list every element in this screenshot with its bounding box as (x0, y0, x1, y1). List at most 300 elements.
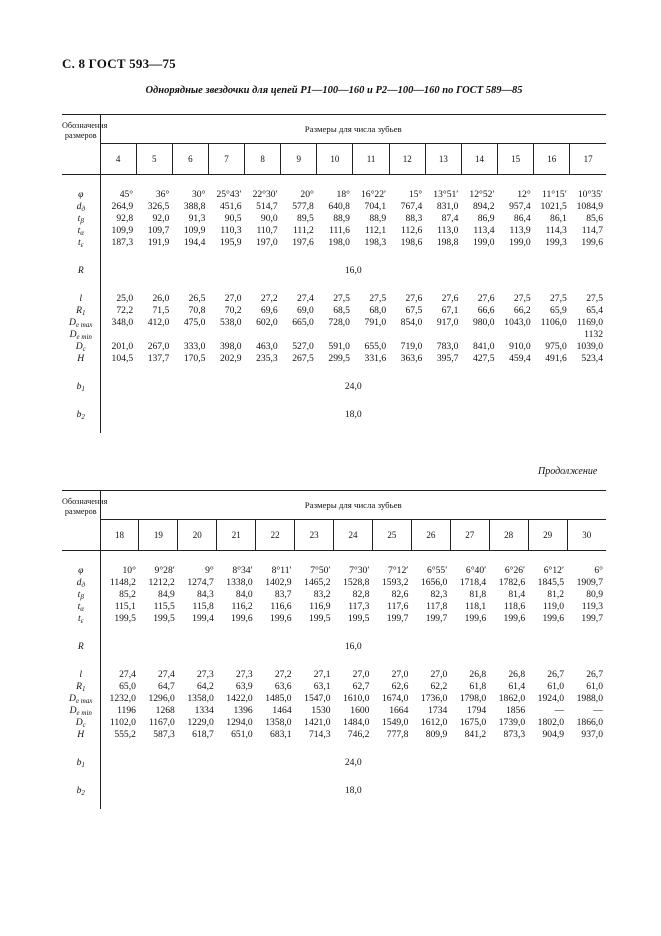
table-cell: 1600 (350, 705, 370, 716)
row-label: $t_\alpha$ (62, 601, 100, 613)
table-cell: 80,9 (586, 589, 603, 600)
table-cell: 199,6 (270, 613, 292, 624)
table-cell: 27,0 (352, 669, 370, 680)
table-cell: 618,7 (192, 729, 214, 740)
table-cell: 363,6 (400, 353, 423, 364)
table-cell: 69,6 (260, 305, 278, 316)
table-cell: 904,9 (542, 729, 565, 740)
table-cell: 1296,0 (148, 693, 175, 704)
table-cell: 187,3 (111, 237, 134, 248)
table-cell: 538,0 (219, 317, 242, 328)
table-cell: 65,4 (586, 305, 603, 316)
table-row (62, 213, 606, 225)
table-cell: 112,6 (401, 225, 423, 236)
table-cell: 395,7 (436, 353, 459, 364)
teeth-count: 15 (498, 144, 534, 175)
teeth-count: 22 (256, 520, 295, 551)
table-cell: 110,7 (256, 225, 278, 236)
table-cell: 1782,6 (498, 577, 526, 588)
table-cell: 27,2 (274, 669, 292, 680)
data-table (62, 490, 606, 809)
table-cell: 85,2 (119, 589, 136, 600)
table-cell: 61,8 (469, 681, 487, 692)
table-cell: 64,7 (158, 681, 175, 692)
teeth-count: 10 (317, 144, 353, 175)
table-cell: 746,2 (347, 729, 370, 740)
table-cell: 1196 (117, 705, 136, 716)
table-cell: 115,5 (153, 601, 175, 612)
table-cell: 1845,5 (537, 577, 565, 588)
table-cell: 65,9 (550, 305, 567, 316)
teeth-count: 30 (567, 520, 606, 551)
table-cell: 84,9 (158, 589, 175, 600)
table-cell: 1794 (467, 705, 487, 716)
table-cell: 66,2 (513, 305, 531, 316)
table-cell: 69,0 (297, 305, 314, 316)
table-cell: 70,8 (188, 305, 206, 316)
table-row (62, 613, 606, 625)
table-cell: 199,4 (192, 613, 214, 624)
table-cell: — (554, 705, 565, 716)
table-cell: 6°12′ (543, 565, 565, 576)
table-cell: 20° (300, 189, 314, 200)
row-label: $b_1$ (62, 757, 100, 769)
table-cell: 116,9 (309, 601, 331, 612)
table-cell: 111,2 (292, 225, 314, 236)
table-cell: 24,0 (344, 381, 362, 392)
table-cell: 398,0 (219, 341, 242, 352)
table-cell: 27,3 (196, 669, 214, 680)
row-label: H (62, 353, 100, 365)
table-cell: 783,0 (436, 341, 459, 352)
designation-header: Обозначения размеров (62, 115, 100, 175)
table-cell: 27,6 (477, 293, 495, 304)
table-cell: 27,5 (369, 293, 387, 304)
table-cell: 88,9 (369, 213, 387, 224)
table-cell: 36° (155, 189, 170, 200)
table-cell: 118,6 (503, 601, 526, 612)
table-cell: 331,6 (364, 353, 387, 364)
table-cell: 12° (517, 189, 531, 200)
table-cell: 22°30′ (252, 189, 278, 200)
table-cell: 267,0 (147, 341, 170, 352)
table-cell: 591,0 (328, 341, 350, 352)
row-label: l (62, 669, 100, 681)
row-label: R (62, 265, 100, 277)
table-row (62, 705, 606, 717)
row-label: $b_1$ (62, 381, 100, 393)
table-cell: 1856 (505, 705, 526, 716)
table-cell: 84,0 (235, 589, 253, 600)
table-cell: 71,5 (152, 305, 170, 316)
table-cell: 719,0 (400, 341, 423, 352)
table-cell: 86,4 (513, 213, 531, 224)
table-cell: 9° (205, 565, 214, 576)
table-cell: 199,5 (308, 613, 331, 624)
table-cell: 1268 (155, 705, 175, 716)
table-cell: 199,7 (386, 613, 409, 624)
table-cell: 84,3 (196, 589, 214, 600)
table-row (62, 409, 606, 421)
table-cell: 527,0 (292, 341, 314, 352)
table-cell: 67,5 (405, 305, 423, 316)
table-cell: 199,6 (581, 237, 603, 248)
table-cell: 199,6 (542, 613, 565, 624)
table-cell: 16,0 (344, 641, 362, 652)
table-row (62, 381, 606, 393)
table-row (62, 189, 606, 201)
table-cell: 27,4 (158, 669, 175, 680)
table-cell: 1422,0 (226, 693, 253, 704)
table-cell: 61,0 (547, 681, 565, 692)
table-cell: 198,3 (364, 237, 387, 248)
table-cell: 1734 (428, 705, 448, 716)
table-cell: 114,7 (581, 225, 603, 236)
table-cell: 81,4 (508, 589, 526, 600)
table-cell: 1664 (389, 705, 409, 716)
teeth-count: 14 (461, 144, 497, 175)
table-cell: 199,7 (425, 613, 448, 624)
table-cell: 1465,2 (304, 577, 331, 588)
table-cell: 86,9 (477, 213, 495, 224)
table-cell: 198,0 (328, 237, 350, 248)
table-cell: 27,4 (119, 669, 136, 680)
table-cell: 6°55′ (426, 565, 448, 576)
table-title: Однорядные звездочки для цепей Р1—100—160 и Р2—100—160 по ГОСТ 589—85 (145, 85, 523, 96)
table-cell: 26,0 (152, 293, 170, 304)
table-cell: 640,8 (328, 201, 350, 212)
row-label: $D_{e max}$ (62, 693, 100, 705)
table-row (62, 293, 606, 305)
table-cell: 491,6 (545, 353, 567, 364)
table-cell: 118,1 (464, 601, 487, 612)
designation-header: Обозначения размеров (62, 491, 100, 551)
table-cell: 61,0 (586, 681, 603, 692)
table-cell: 113,9 (509, 225, 531, 236)
table-cell: 202,9 (219, 353, 242, 364)
row-label: $t_\varepsilon$ (62, 613, 100, 625)
row-label: $R_1$ (62, 681, 100, 693)
table-cell: 109,7 (147, 225, 170, 236)
table-row (62, 757, 606, 769)
table-cell: 113,0 (437, 225, 459, 236)
table-cell: 1549,0 (381, 717, 409, 728)
table-cell: 82,6 (391, 589, 409, 600)
teeth-count: 9 (281, 144, 317, 175)
table-cell: 1212,2 (148, 577, 175, 588)
table-row (62, 641, 606, 653)
table-cell: 63,1 (313, 681, 331, 692)
table-cell: 1528,8 (343, 577, 370, 588)
table-cell: 1232,0 (109, 693, 136, 704)
table-row (62, 669, 606, 681)
row-label: $b_2$ (62, 409, 100, 421)
page-header: С. 8 ГОСТ 593—75 (62, 56, 176, 71)
table-cell: 841,2 (464, 729, 487, 740)
table-cell: 110,3 (220, 225, 242, 236)
table-cell: 18° (336, 189, 350, 200)
table-cell: 27,1 (313, 669, 331, 680)
table-cell: 13°51′ (433, 189, 459, 200)
row-label: l (62, 293, 100, 305)
table-cell (100, 329, 136, 341)
table-cell: 111,6 (329, 225, 350, 236)
table-cell: 45° (119, 189, 134, 200)
table-cell: 195,9 (219, 237, 242, 248)
table-cell: 1593,2 (381, 577, 409, 588)
table-cell: 326,5 (147, 201, 170, 212)
table-cell: 1485,0 (265, 693, 292, 704)
table-cell: 117,8 (426, 601, 448, 612)
table-row (62, 785, 606, 797)
table-cell: 1909,7 (576, 577, 603, 588)
table-row (62, 589, 606, 601)
table-cell: 117,6 (387, 601, 409, 612)
sizes-header: Размеры для числа зубьев (100, 491, 606, 520)
table-cell: 1547,0 (304, 693, 331, 704)
table-cell: 114,3 (545, 225, 567, 236)
table-cell: 235,3 (256, 353, 278, 364)
table-row (62, 225, 606, 237)
table-cell (281, 329, 317, 341)
table-cell: 809,9 (425, 729, 448, 740)
table-cell: 83,2 (313, 589, 331, 600)
table-cell: 24,0 (344, 757, 362, 768)
table-cell: 7°30′ (349, 565, 370, 576)
table-cell: 6° (594, 565, 603, 576)
table-cell: 67,1 (441, 305, 459, 316)
table-cell: 1802,0 (537, 717, 565, 728)
table-row (62, 601, 606, 613)
table-cell: 27,0 (391, 669, 409, 680)
table-cell: 1132 (584, 329, 603, 340)
table-cell: 199,6 (464, 613, 487, 624)
table-cell: 26,7 (547, 669, 565, 680)
table-cell: 81,2 (547, 589, 565, 600)
table-row (62, 305, 606, 317)
table-cell: 655,0 (364, 341, 387, 352)
table-cell (317, 329, 353, 341)
table-cell: 199,0 (472, 237, 495, 248)
teeth-count: 24 (334, 520, 373, 551)
table-cell: 91,3 (188, 213, 206, 224)
table-cell: 1718,4 (459, 577, 487, 588)
table-cell: 63,9 (235, 681, 253, 692)
row-label: $t_\varepsilon$ (62, 237, 100, 249)
table-cell: 459,4 (509, 353, 531, 364)
teeth-count: 12 (389, 144, 425, 175)
table-cell: 1862,0 (498, 693, 526, 704)
sprocket-table-2 (62, 490, 606, 809)
table-cell: 88,3 (405, 213, 423, 224)
table-cell: 199,7 (581, 613, 603, 624)
table-cell: 82,3 (430, 589, 448, 600)
table-row (62, 693, 606, 705)
table-cell: 427,5 (472, 353, 495, 364)
table-row (62, 717, 606, 729)
table-cell: 27,3 (235, 669, 253, 680)
teeth-count: 13 (425, 144, 461, 175)
row-label: H (62, 729, 100, 741)
table-cell: 1039,0 (576, 341, 603, 352)
table-cell: 27,5 (333, 293, 350, 304)
row-label: φ (62, 189, 100, 201)
table-cell: 1294,0 (226, 717, 253, 728)
table-cell: 113,4 (473, 225, 495, 236)
table-cell: 1084,9 (576, 201, 603, 212)
data-table (62, 114, 606, 433)
table-cell: 198,6 (400, 237, 423, 248)
table-row (62, 237, 606, 249)
row-label: $d_д$ (62, 577, 100, 589)
table-cell: 1102,0 (109, 717, 136, 728)
table-cell: 199,6 (231, 613, 253, 624)
table-cell: 27,2 (260, 293, 278, 304)
table-cell: 199,5 (114, 613, 136, 624)
table-cell: 12°52′ (469, 189, 495, 200)
table-cell: 25,0 (116, 293, 134, 304)
table-cell: 68,0 (369, 305, 387, 316)
table-cell: 831,0 (436, 201, 459, 212)
row-label: $t_\beta$ (62, 589, 100, 601)
table-cell: 1358,0 (265, 717, 292, 728)
row-label: $D_c$ (62, 717, 100, 729)
table-cell: 119,0 (542, 601, 565, 612)
table-cell: 26,8 (508, 669, 526, 680)
table-cell: 348,0 (111, 317, 134, 328)
table-cell: 62,6 (391, 681, 409, 692)
teeth-count: 18 (100, 520, 139, 551)
table-cell: 1675,0 (459, 717, 487, 728)
table-cell (389, 329, 425, 341)
table-cell: 199,0 (509, 237, 531, 248)
table-cell: 1674,0 (381, 693, 409, 704)
table-cell: 89,5 (297, 213, 314, 224)
table-cell: 937,0 (581, 729, 603, 740)
table-cell: 264,9 (111, 201, 134, 212)
table-cell: 116,6 (270, 601, 292, 612)
table-cell: 267,5 (292, 353, 314, 364)
table-cell: 1396 (233, 705, 253, 716)
table-cell: 27,4 (297, 293, 314, 304)
row-label: $t_\beta$ (62, 213, 100, 225)
teeth-count: 17 (570, 144, 606, 175)
table-cell: 109,9 (111, 225, 134, 236)
table-cell: 1610,0 (343, 693, 370, 704)
table-cell: 873,3 (503, 729, 526, 740)
table-cell: 412,0 (147, 317, 170, 328)
table-cell: 27,6 (405, 293, 423, 304)
table-cell: 15° (408, 189, 423, 200)
teeth-count: 25 (372, 520, 411, 551)
table-cell: 61,4 (508, 681, 526, 692)
table-cell: 92,8 (116, 213, 134, 224)
row-label: $t_\alpha$ (62, 225, 100, 237)
table-cell: 1274,7 (187, 577, 214, 588)
table-cell: 87,4 (441, 213, 459, 224)
table-cell: 767,4 (400, 201, 423, 212)
teeth-count: 28 (489, 520, 528, 551)
teeth-count: 16 (534, 144, 570, 175)
table-cell: 72,2 (116, 305, 134, 316)
table-cell: 86,1 (550, 213, 567, 224)
table-cell: 92,0 (152, 213, 170, 224)
table-cell: 683,1 (270, 729, 292, 740)
row-label: $R_1$ (62, 305, 100, 317)
table-cell: 6°40′ (465, 565, 487, 576)
table-cell: 197,6 (292, 237, 314, 248)
table-cell: 1334 (194, 705, 214, 716)
table-cell (461, 329, 497, 341)
table-cell: 1736,0 (420, 693, 448, 704)
teeth-count: 19 (139, 520, 178, 551)
table-cell: 18,0 (344, 785, 362, 796)
table-cell: 83,7 (274, 589, 292, 600)
teeth-count: 27 (450, 520, 489, 551)
table-cell (425, 329, 461, 341)
table-cell: 957,4 (509, 201, 531, 212)
teeth-count: 11 (353, 144, 389, 175)
table-cell: 7°50′ (310, 565, 331, 576)
table-cell: 910,0 (509, 341, 531, 352)
table-cell: 1021,5 (540, 201, 567, 212)
table-cell: 777,8 (386, 729, 409, 740)
table-cell: 197,0 (256, 237, 278, 248)
table-cell: 27,6 (441, 293, 459, 304)
table-cell: 27,5 (550, 293, 567, 304)
table-cell: 980,0 (472, 317, 495, 328)
table-cell: 1043,0 (504, 317, 531, 328)
table-cell: 27,5 (513, 293, 531, 304)
table-cell: 1402,9 (265, 577, 292, 588)
table-cell: 117,3 (348, 601, 370, 612)
row-label: $D_{e max}$ (62, 317, 100, 329)
table-cell: 66,6 (477, 305, 495, 316)
sizes-header: Размеры для числа зубьев (100, 115, 606, 144)
table-cell: 602,0 (256, 317, 278, 328)
table-cell (172, 329, 208, 341)
table-cell: 704,1 (364, 201, 387, 212)
table-cell: 199,3 (545, 237, 567, 248)
table-cell: 116,2 (231, 601, 253, 612)
row-label: φ (62, 565, 100, 577)
table-cell (353, 329, 389, 341)
teeth-count: 26 (411, 520, 450, 551)
table-cell: 64,2 (196, 681, 214, 692)
table-cell: 90,5 (224, 213, 242, 224)
table-cell: 8°34′ (232, 565, 253, 576)
teeth-count: 20 (178, 520, 217, 551)
table-cell: 333,0 (183, 341, 206, 352)
table-cell: 1484,0 (343, 717, 370, 728)
table-cell: 1866,0 (576, 717, 603, 728)
table-cell: 109,9 (183, 225, 206, 236)
table-row (62, 681, 606, 693)
row-label: $D_{e min}$ (62, 705, 100, 717)
continuation-note: Продолжение (538, 466, 598, 477)
table-cell: 463,0 (256, 341, 278, 352)
table-cell: 523,4 (581, 353, 603, 364)
table-cell: 1169,0 (576, 317, 603, 328)
table-cell: 27,0 (430, 669, 448, 680)
teeth-count: 7 (208, 144, 244, 175)
table-cell: 651,0 (231, 729, 253, 740)
table-cell: 119,3 (581, 601, 603, 612)
table-cell: 26,7 (586, 669, 603, 680)
table-cell: 137,7 (147, 353, 170, 364)
table-cell: 854,0 (400, 317, 423, 328)
table-cell: 555,2 (114, 729, 136, 740)
